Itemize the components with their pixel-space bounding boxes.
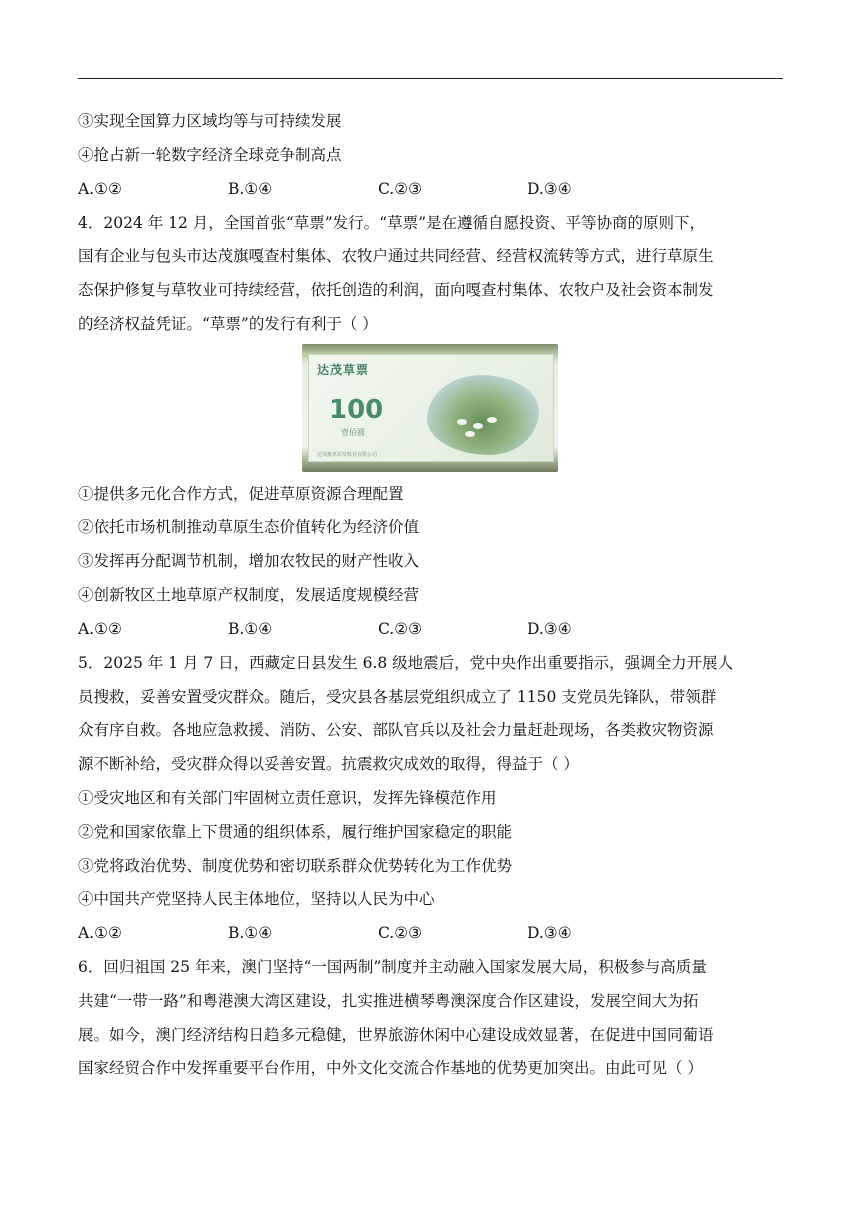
q6-stem-line-2: 共建“一带一路”和粤港澳大湾区建设，扎实推进横琴粤澳深度合作区建设，发展空间大为拓: [78, 992, 699, 1010]
q6-stem-line-1: 6．回归祖国 25 年来，澳门坚持“一国两制”制度并主动融入国家发展大局，积极参与高质量: [78, 958, 707, 976]
q4-stem-line-4: 的经济权益凭证。“草票”的发行有利于（ ）: [78, 315, 378, 333]
grass-ticket-photo: [302, 344, 558, 472]
choice-a[interactable]: A.①②: [78, 620, 122, 638]
choice-b[interactable]: B.①④: [228, 924, 273, 942]
choice-a[interactable]: A.①②: [78, 180, 122, 198]
q5-stem-line-4: 源不断补给，受灾群众得以妥善安置。抗震救灾成效的取得，得益于（ ）: [78, 755, 579, 773]
q5-stem-line-1: 5．2025 年 1 月 7 日，西藏定日县发生 6.8 级地震后，党中央作出重要指示，强调全力开展人: [78, 654, 734, 672]
choice-c[interactable]: C.②③: [378, 620, 423, 638]
q3-option-3: ③实现全国算力区域均等与可持续发展: [78, 112, 342, 130]
grassland-map-icon: [427, 375, 539, 455]
ticket-footer: 达茂旗草原草牧业有限公司: [317, 452, 378, 458]
ticket-denomination-words: 壹佰圆: [341, 428, 365, 437]
choice-a[interactable]: A.①②: [78, 924, 122, 942]
q5-stem-line-3: 众有序自救。各地应急救援、消防、公安、部队官兵以及社会力量赶赴现场，各类救灾物资源: [78, 721, 714, 739]
ticket-face: [308, 354, 554, 462]
q4-option-1: ①提供多元化合作方式，促进草原资源合理配置: [78, 485, 404, 503]
choice-c[interactable]: C.②③: [378, 924, 423, 942]
ticket-name: 达茂草票: [317, 363, 370, 377]
choice-d[interactable]: D.③④: [527, 924, 572, 942]
q4-option-2: ②依托市场机制推动草原生态价值转化为经济价值: [78, 518, 420, 536]
q5-option-1: ①受灾地区和有关部门牢固树立责任意识，发挥先锋模范作用: [78, 789, 497, 807]
sheep-icon: [487, 417, 497, 423]
q5-option-3: ③党将政治优势、制度优势和密切联系群众优势转化为工作优势: [78, 857, 513, 875]
choice-d[interactable]: D.③④: [527, 180, 572, 198]
ticket-denomination: 100: [329, 395, 384, 425]
q5-stem-line-2: 员搜救，妥善安置受灾群众。随后，受灾县各基层党组织成立了 1150 支党员先锋队，带领群: [78, 688, 717, 706]
q4-stem-line-3: 态保护修复与草牧业可持续经营，依托创造的利润，面向嘎查村集体、农牧户及社会资本制发: [78, 281, 714, 299]
q6-stem-line-3: 展。如今，澳门经济结构日趋多元稳健，世界旅游休闲中心建设成效显著，在促进中国同葡语: [78, 1026, 714, 1044]
choice-b[interactable]: B.①④: [228, 620, 273, 638]
header-rule: [78, 78, 783, 79]
q6-stem-line-4: 国家经贸合作中发挥重要平台作用，中外文化交流合作基地的优势更加突出。由此可见（ ）: [78, 1059, 703, 1077]
choice-c[interactable]: C.②③: [378, 180, 423, 198]
q4-option-3: ③发挥再分配调节机制，增加农牧民的财产性收入: [78, 552, 420, 570]
sheep-icon: [457, 419, 467, 425]
q5-option-4: ④中国共产党坚持人民主体地位，坚持以人民为中心: [78, 890, 435, 908]
q5-option-2: ②党和国家依靠上下贯通的组织体系，履行维护国家稳定的职能: [78, 823, 513, 841]
choice-b[interactable]: B.①④: [228, 180, 273, 198]
q4-option-4: ④创新牧区土地草原产权制度，发展适度规模经营: [78, 586, 420, 604]
q3-option-4: ④抢占新一轮数字经济全球竞争制高点: [78, 146, 342, 164]
choice-d[interactable]: D.③④: [527, 620, 572, 638]
q4-stem-line-2: 国有企业与包头市达茂旗嘎查村集体、农牧户通过共同经营、经营权流转等方式，进行草原生: [78, 247, 714, 265]
sheep-icon: [465, 431, 475, 437]
sheep-icon: [473, 423, 483, 429]
q4-stem-line-1: 4．2024 年 12 月，全国首张“草票”发行。“草票”是在遵循自愿投资、平等协商的原则下，: [78, 214, 706, 232]
